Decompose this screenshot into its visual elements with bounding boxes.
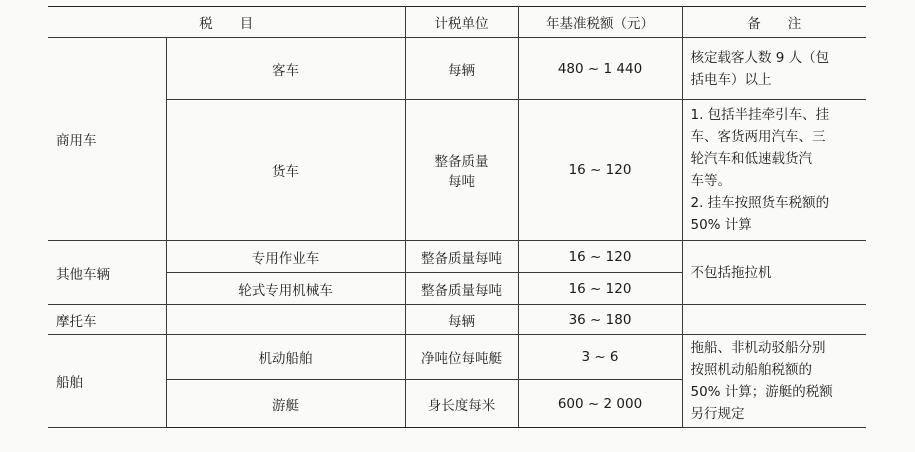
unit-special-vehicle: 整备质量每吨 <box>405 241 518 273</box>
unit-wheeled-machinery: 整备质量每吨 <box>405 273 518 305</box>
header-unit: 计税单位 <box>405 7 518 38</box>
header-remark: 备 注 <box>682 7 866 38</box>
remark-line: 另行规定 <box>690 406 745 422</box>
header-amount: 年基准税额（元） <box>518 7 682 38</box>
category-vessel: 船舶 <box>48 335 166 428</box>
remark-line: 轮汽车和低速载货汽 <box>690 151 812 167</box>
item-wheeled-machinery: 轮式专用机械车 <box>166 273 405 305</box>
remark-line: 1. 包括半挂牵引车、挂 <box>690 107 830 123</box>
remark-truck <box>682 100 866 241</box>
unit-passenger-car: 每辆 <box>405 38 518 100</box>
remark-passenger-car <box>682 38 866 100</box>
table-row <box>48 241 866 273</box>
amount-motor-vessel: 3 ~ 6 <box>518 335 682 380</box>
remark-line: 50% 计算；游艇的税额 <box>690 384 833 400</box>
amount-special-vehicle: 16 ~ 120 <box>518 241 682 273</box>
remark-other: 不包括拖拉机 <box>682 241 866 305</box>
item-passenger-car: 客车 <box>166 38 405 100</box>
category-other: 其他车辆 <box>48 241 166 305</box>
table-row <box>48 335 866 380</box>
remark-motorcycle <box>682 305 866 335</box>
remark-line: 按照机动船舶税额的 <box>690 362 812 378</box>
item-motor-vessel: 机动船舶 <box>166 335 405 380</box>
remark-line: 2. 挂车按照货车税额的 <box>690 195 830 211</box>
amount-passenger-car: 480 ~ 1 440 <box>518 38 682 100</box>
amount-wheeled-machinery: 16 ~ 120 <box>518 273 682 305</box>
unit-line: 整备质量 <box>434 154 489 170</box>
table-row <box>48 38 866 100</box>
remark-line: 车、客货两用汽车、三 <box>690 129 826 145</box>
item-special-vehicle: 专用作业车 <box>166 241 405 273</box>
category-commercial: 商用车 <box>48 38 166 241</box>
remark-line: 50% 计算 <box>690 217 752 233</box>
amount-motorcycle: 36 ~ 180 <box>518 305 682 335</box>
amount-truck: 16 ~ 120 <box>518 100 682 241</box>
remark-line: 核定载客人数 9 人（包 <box>690 49 830 66</box>
item-truck: 货车 <box>166 100 405 241</box>
header-item: 税 目 <box>48 7 405 38</box>
item-yacht: 游艇 <box>166 380 405 428</box>
table-header-row <box>48 7 866 38</box>
table-row <box>48 305 866 335</box>
unit-truck <box>405 100 518 241</box>
unit-motor-vessel: 净吨位每吨艇 <box>405 335 518 380</box>
amount-yacht: 600 ~ 2 000 <box>518 380 682 428</box>
item-motorcycle <box>166 305 405 335</box>
unit-motorcycle: 每辆 <box>405 305 518 335</box>
remark-line: 拖船、非机动驳船分别 <box>690 340 826 356</box>
table-row <box>48 100 866 241</box>
remark-line: 括电车）以上 <box>690 71 772 88</box>
remark-line: 车等。 <box>690 173 731 189</box>
remark-vessel <box>682 335 866 428</box>
unit-yacht: 身长度每米 <box>405 380 518 428</box>
unit-line: 每吨 <box>448 174 475 190</box>
category-motorcycle: 摩托车 <box>48 305 166 335</box>
vehicle-vessel-tax-table <box>48 6 866 428</box>
